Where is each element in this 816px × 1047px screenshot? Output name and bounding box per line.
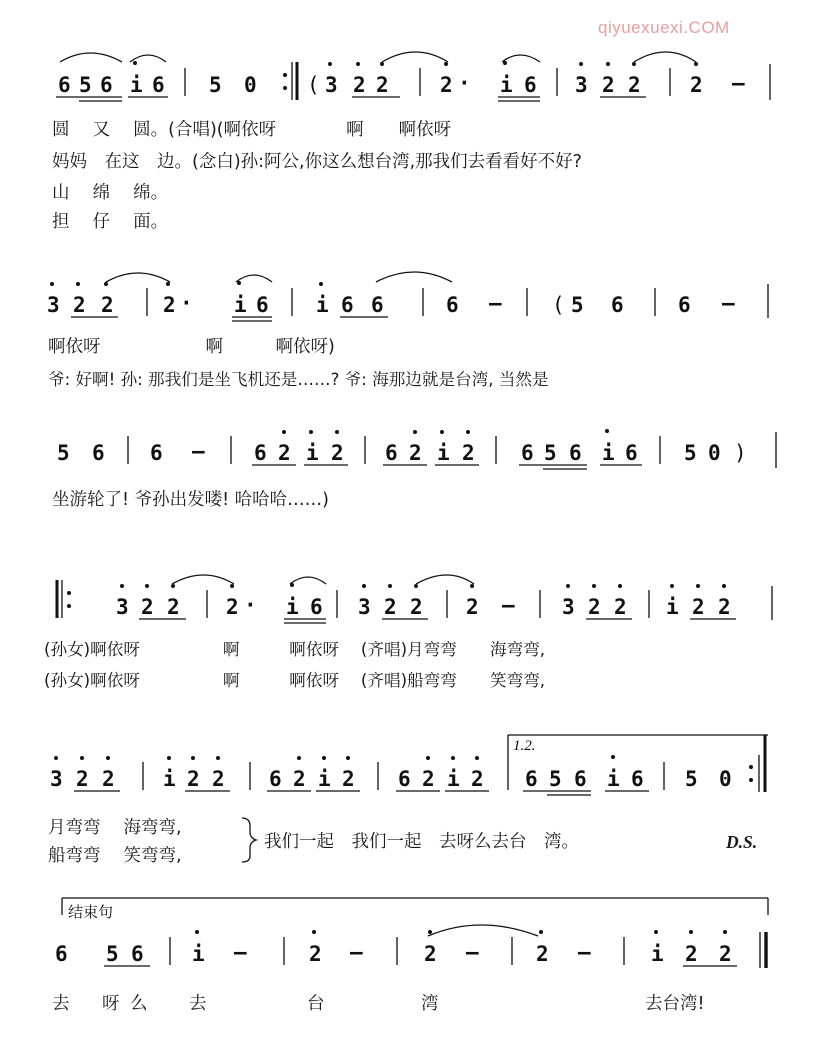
note: 3: [562, 595, 575, 619]
note: 2: [602, 73, 615, 97]
note: i: [602, 441, 615, 465]
lyric-line: 坐游轮了! 爷孙出发喽! 哈哈哈……): [52, 490, 329, 510]
note: 2: [424, 942, 437, 966]
lyric-word: 去台湾!: [645, 994, 705, 1014]
note: 2: [278, 441, 291, 465]
row-2: [47, 272, 768, 321]
note: 3: [50, 767, 63, 791]
note: 2: [102, 767, 115, 791]
lyric-line: 啊依呀 啊 啊依呀): [48, 337, 335, 357]
note: 6: [574, 767, 587, 791]
note: 6: [371, 293, 384, 317]
note: 3: [325, 73, 338, 97]
dash-mark: –: [466, 940, 479, 964]
note: 2: [409, 441, 422, 465]
note: 6: [341, 293, 354, 317]
note: 6: [569, 441, 582, 465]
note: 2: [163, 293, 176, 317]
note: i: [651, 942, 664, 966]
note: 2: [73, 293, 86, 317]
lyric-line: 担 仔 面。: [52, 212, 169, 232]
note: 6: [631, 767, 644, 791]
dash-mark: –: [350, 940, 363, 964]
note: 2: [187, 767, 200, 791]
note: 6: [521, 441, 534, 465]
note: 2: [167, 595, 180, 619]
note: 2: [76, 767, 89, 791]
note: 2: [718, 595, 731, 619]
note: 2: [471, 767, 484, 791]
volta-label: 1.2.: [513, 738, 536, 754]
note: 5: [571, 293, 584, 317]
lyric-word: 去: [52, 994, 70, 1014]
note: 2: [212, 767, 225, 791]
svg-text:(: (: [307, 73, 320, 97]
note: 0: [719, 767, 732, 791]
lyric-line: 山 绵 绵。: [52, 183, 169, 203]
note: i: [192, 942, 205, 966]
note: i: [437, 441, 450, 465]
note: 5: [79, 73, 92, 97]
note: 3: [575, 73, 588, 97]
note: 0: [708, 441, 721, 465]
lyric-word: 湾: [421, 994, 439, 1014]
note: 5: [209, 73, 222, 97]
note: 3: [116, 595, 129, 619]
dot-mark: ·: [180, 291, 193, 315]
note: 6: [678, 293, 691, 317]
row-5: [50, 735, 768, 795]
svg-text:(: (: [552, 293, 565, 317]
row-4: [57, 575, 772, 623]
note: 6: [55, 942, 68, 966]
note: 2: [690, 73, 703, 97]
svg-text:): ): [734, 441, 747, 465]
row-3: [57, 429, 776, 469]
note: i: [500, 73, 513, 97]
note: 2: [588, 595, 601, 619]
note: 6: [525, 767, 538, 791]
note: 2: [410, 595, 423, 619]
note: 6: [385, 441, 398, 465]
note: i: [318, 767, 331, 791]
note: 0: [244, 73, 257, 97]
lyric-line: 妈妈 在这 边。(念白)孙:阿公,你这么想台湾,那我们去看看好不好?: [52, 152, 582, 172]
note: 5: [57, 441, 70, 465]
lyric-line: (孙女)啊依呀 啊 啊依呀 (齐唱)月弯弯 海弯弯,: [44, 640, 546, 659]
note: 2: [353, 73, 366, 97]
note: 6: [269, 767, 282, 791]
note: i: [234, 293, 247, 317]
note: 2: [376, 73, 389, 97]
note: 2: [422, 767, 435, 791]
note: 2: [309, 942, 322, 966]
note: 5: [549, 767, 562, 791]
coda-label: 结束句: [68, 903, 114, 921]
note: 2: [226, 595, 239, 619]
note: i: [666, 595, 679, 619]
lyric-line: 船弯弯 笑弯弯,: [48, 846, 182, 866]
lyric-line: (孙女)啊依呀 啊 啊依呀 (齐唱)船弯弯 笑弯弯,: [44, 671, 546, 690]
note: 2: [614, 595, 627, 619]
note: 6: [611, 293, 624, 317]
note: 5: [544, 441, 557, 465]
note: 2: [628, 73, 641, 97]
dash-mark: –: [732, 71, 745, 95]
note: i: [607, 767, 620, 791]
lyric-word: 去: [189, 994, 207, 1014]
row-1: [56, 52, 770, 101]
note: 6: [398, 767, 411, 791]
note: 5: [106, 942, 119, 966]
lyric-line: 月弯弯 海弯弯,: [48, 818, 182, 838]
note: 2: [141, 595, 154, 619]
lyric-word: 么: [130, 994, 148, 1014]
note: i: [286, 595, 299, 619]
note: 2: [101, 293, 114, 317]
note: 6: [625, 441, 638, 465]
note: 2: [331, 441, 344, 465]
note: 2: [536, 942, 549, 966]
dash-mark: –: [502, 593, 515, 617]
note: i: [316, 293, 329, 317]
note: 6: [131, 942, 144, 966]
watermark: qiyuexuexi.COM: [598, 18, 730, 37]
dot-mark: ·: [244, 593, 257, 617]
dot-mark: ·: [458, 71, 471, 95]
lyric-word: 台: [307, 994, 325, 1014]
note: i: [163, 767, 176, 791]
note: 6: [254, 441, 267, 465]
note: 2: [384, 595, 397, 619]
dash-mark: –: [722, 291, 735, 315]
dash-mark: –: [192, 439, 205, 463]
note: 6: [256, 293, 269, 317]
lyric-line: 圆 又 圆。(合唱)(啊依呀 啊 啊依呀: [52, 120, 452, 140]
note: 5: [684, 441, 697, 465]
dash-mark: –: [489, 291, 502, 315]
note: 6: [100, 73, 113, 97]
note: 3: [358, 595, 371, 619]
lyric-line: 爷: 好啊! 孙: 那我们是坐飞机还是……? 爷: 海那边就是台湾, 当然是: [48, 370, 549, 389]
dash-mark: –: [578, 940, 591, 964]
row-6: [55, 898, 768, 968]
note: 2: [719, 942, 732, 966]
ds-marking: D.S.: [726, 832, 758, 852]
note: 2: [692, 595, 705, 619]
note: 6: [150, 441, 163, 465]
note: i: [130, 73, 143, 97]
note: 2: [466, 595, 479, 619]
note: 2: [685, 942, 698, 966]
note: 6: [446, 293, 459, 317]
note: i: [306, 441, 319, 465]
note: 6: [58, 73, 71, 97]
note: 6: [152, 73, 165, 97]
note: 2: [342, 767, 355, 791]
note: 5: [685, 767, 698, 791]
note: 6: [310, 595, 323, 619]
note: 6: [524, 73, 537, 97]
note: 2: [440, 73, 453, 97]
note: i: [447, 767, 460, 791]
note: 3: [47, 293, 60, 317]
note: 2: [462, 441, 475, 465]
note: 6: [92, 441, 105, 465]
note: 2: [293, 767, 306, 791]
lyric-word: 呀: [102, 994, 120, 1014]
lyric-line: 我们一起 我们一起 去呀么去台 湾。: [264, 832, 579, 852]
dash-mark: –: [234, 940, 247, 964]
